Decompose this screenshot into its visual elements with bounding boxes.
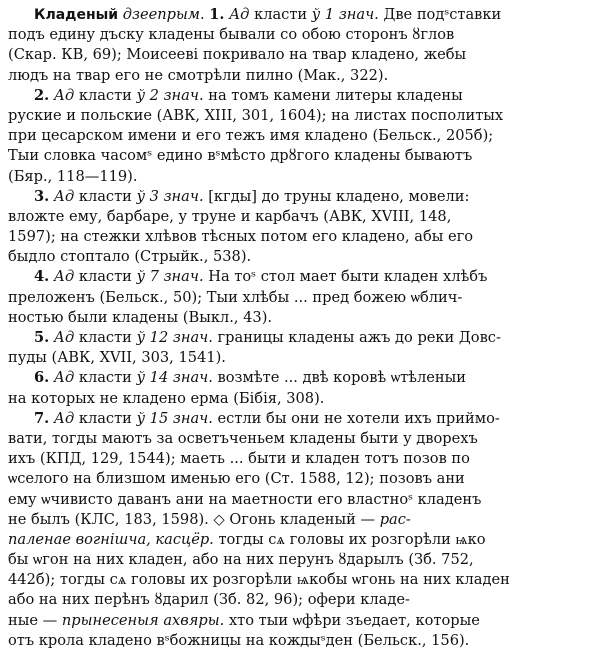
text-line bbox=[8, 5, 595, 25]
body-text: [кгды] до труны кладено, мовели: bbox=[203, 187, 470, 205]
body-text: на которых не кладено ерма (Бібія, 308). bbox=[8, 389, 325, 407]
italic-text: Ад bbox=[53, 369, 75, 387]
body-text: вложте ему, барбаре, у труне и карбачъ (АВК, XVIII, 148, bbox=[8, 207, 452, 225]
text-line bbox=[8, 126, 595, 146]
body-text: ностью были кладены (Выкл., 43). bbox=[8, 308, 273, 326]
body-text: (Бяр., 118—119). bbox=[8, 167, 138, 185]
text-line bbox=[8, 288, 595, 308]
body-text: тогды сѧ головы их розгорѣли ѩко bbox=[213, 530, 486, 548]
body-text: границы кладены ажъ до реки Довс- bbox=[212, 329, 501, 346]
text-line bbox=[8, 167, 595, 187]
body-text: класти bbox=[74, 268, 137, 286]
body-text: Две подˢставки bbox=[378, 6, 502, 23]
text-line bbox=[8, 187, 595, 207]
italic-text: ў 15 знач. bbox=[136, 409, 213, 427]
text-line bbox=[8, 530, 595, 550]
body-text: вати, тогды маютъ за осветъченьем кладены быти у дворехъ bbox=[8, 429, 478, 447]
text-line bbox=[8, 328, 595, 348]
body-text: ему ѡчивисто даванъ ани на маетности его властноˢ кладенъ bbox=[8, 490, 482, 508]
text-line bbox=[8, 631, 595, 651]
text-line bbox=[8, 25, 595, 45]
text-line bbox=[8, 227, 595, 247]
body-text: отъ крола кладено вˢбожницы на кождыˢден (Бельск., 156). bbox=[8, 631, 470, 649]
text-line bbox=[8, 86, 595, 106]
text-line bbox=[8, 368, 595, 388]
italic-text: паленае вогнішча, касцёр. bbox=[8, 530, 214, 548]
body-text: преложенъ (Бельск., 50); Тыи хлѣбы ... пред божею ѡблич- bbox=[8, 288, 463, 306]
text-line bbox=[8, 389, 595, 409]
text-line bbox=[8, 207, 595, 227]
text-line bbox=[8, 570, 595, 590]
body-text: не былъ (КЛС, 183, 1598). ◇ Огонь кладеный — bbox=[8, 510, 380, 528]
body-text: (Скар. КВ, 69); Моисеевi покривало на твар кладено, жебы bbox=[8, 46, 467, 64]
part-of-speech: дзеепрым. bbox=[122, 6, 205, 23]
italic-text: Ад bbox=[229, 6, 250, 23]
text-line bbox=[8, 590, 595, 610]
body-text: бы ѡгон на них кладен, або на них перунъ ȣдарылъ (Зб. 752, bbox=[8, 551, 474, 569]
body-text: класти bbox=[74, 86, 137, 104]
italic-text: ў 14 знач. bbox=[136, 369, 213, 387]
italic-text: ў 2 знач. bbox=[136, 86, 204, 104]
text-line bbox=[8, 348, 595, 368]
body-text: возмѣте ... двѣ коровѣ ѡтѣленыи bbox=[212, 369, 466, 387]
sense-number: 6. bbox=[34, 369, 50, 387]
italic-text: ў 7 знач. bbox=[136, 268, 204, 286]
body-text: 442б); тогды сѧ головы их розгорѣли ѩкобы ѡгонь на них кладен bbox=[8, 571, 510, 589]
text-line bbox=[8, 469, 595, 489]
body-text: Тыи словка часомˢ едино вˢмѣсто дрȣгого кладены бываютъ bbox=[8, 147, 473, 165]
text-line bbox=[8, 267, 595, 287]
text-line bbox=[8, 106, 595, 126]
italic-text: Ад bbox=[53, 268, 75, 286]
text-line bbox=[8, 429, 595, 449]
text-line bbox=[8, 146, 595, 166]
text-line bbox=[8, 510, 595, 530]
sense-number: 7. bbox=[34, 409, 50, 427]
body-text: класти bbox=[74, 187, 137, 205]
body-text: быдло стоптало (Стрыйк., 538). bbox=[8, 248, 252, 266]
sense-number: 1. bbox=[209, 6, 225, 23]
text-line bbox=[8, 611, 595, 631]
body-text: при цесарском имени и его тежъ имя кладено (Бельск., 205б); bbox=[8, 127, 494, 145]
italic-text: Ад bbox=[53, 187, 75, 205]
body-text: на томъ камени литеры кладены bbox=[203, 86, 463, 104]
body-text: руские и польские (АВК, XIII, 301, 1604); на листах посполитых bbox=[8, 106, 504, 124]
italic-text: рас- bbox=[379, 510, 411, 528]
text-line bbox=[8, 66, 595, 86]
body-text: класти bbox=[74, 329, 137, 346]
italic-text: Ад bbox=[53, 329, 75, 346]
italic-text: ў 12 знач. bbox=[136, 329, 213, 346]
sense-number: 4. bbox=[34, 268, 50, 286]
text-line bbox=[8, 449, 595, 469]
body-text: людъ на твар его не смотрѣли пилно (Мак., 322). bbox=[8, 66, 389, 84]
text-line bbox=[8, 409, 595, 429]
text-line bbox=[8, 490, 595, 510]
italic-text: Ад bbox=[53, 86, 75, 104]
sense-number: 2. bbox=[34, 86, 50, 104]
italic-text: Ад bbox=[53, 409, 75, 427]
body-text: або на них перѣнъ ȣдарил (Зб. 82, 96); офери кладе- bbox=[8, 591, 410, 609]
body-text: пуды (АВК, XVII, 303, 1541). bbox=[8, 349, 226, 367]
body-text: подъ едину дъску кладены бывали со обою сторонъ ȣглов bbox=[8, 26, 455, 44]
body-text: 1597); на стежки хлѣвов тѣсных потом его кладено, абы его bbox=[8, 228, 474, 246]
body-text: ѡселого на близшом именью его (Ст. 1588, 12); позовъ ани bbox=[8, 470, 465, 488]
sense-number: 5. bbox=[34, 329, 50, 346]
body-text: хто тыи ѡфѣри зъедает, которые bbox=[224, 611, 480, 629]
text-line bbox=[8, 45, 595, 65]
text-line bbox=[8, 550, 595, 570]
italic-text: ў 1 знач. bbox=[311, 6, 379, 23]
body-text: класти bbox=[74, 369, 137, 387]
body-text: ихъ (КПД, 129, 1544); маеть ... быти и кладен тотъ позов по bbox=[8, 450, 470, 468]
text-line bbox=[8, 247, 595, 267]
body-text: естли бы они не хотели ихъ приймо- bbox=[212, 409, 500, 427]
body-text: класти bbox=[249, 6, 312, 23]
body-text: класти bbox=[74, 409, 137, 427]
headword: Кладеный bbox=[34, 7, 119, 23]
text-line bbox=[8, 308, 595, 328]
body-text: На тоˢ стол мает быти кладен хлѣбъ bbox=[203, 268, 488, 286]
sense-number: 3. bbox=[34, 187, 50, 205]
italic-text: прынесеныя ахвяры. bbox=[61, 611, 225, 629]
italic-text: ў 3 знач. bbox=[136, 187, 204, 205]
body-text: ные — bbox=[8, 611, 62, 629]
